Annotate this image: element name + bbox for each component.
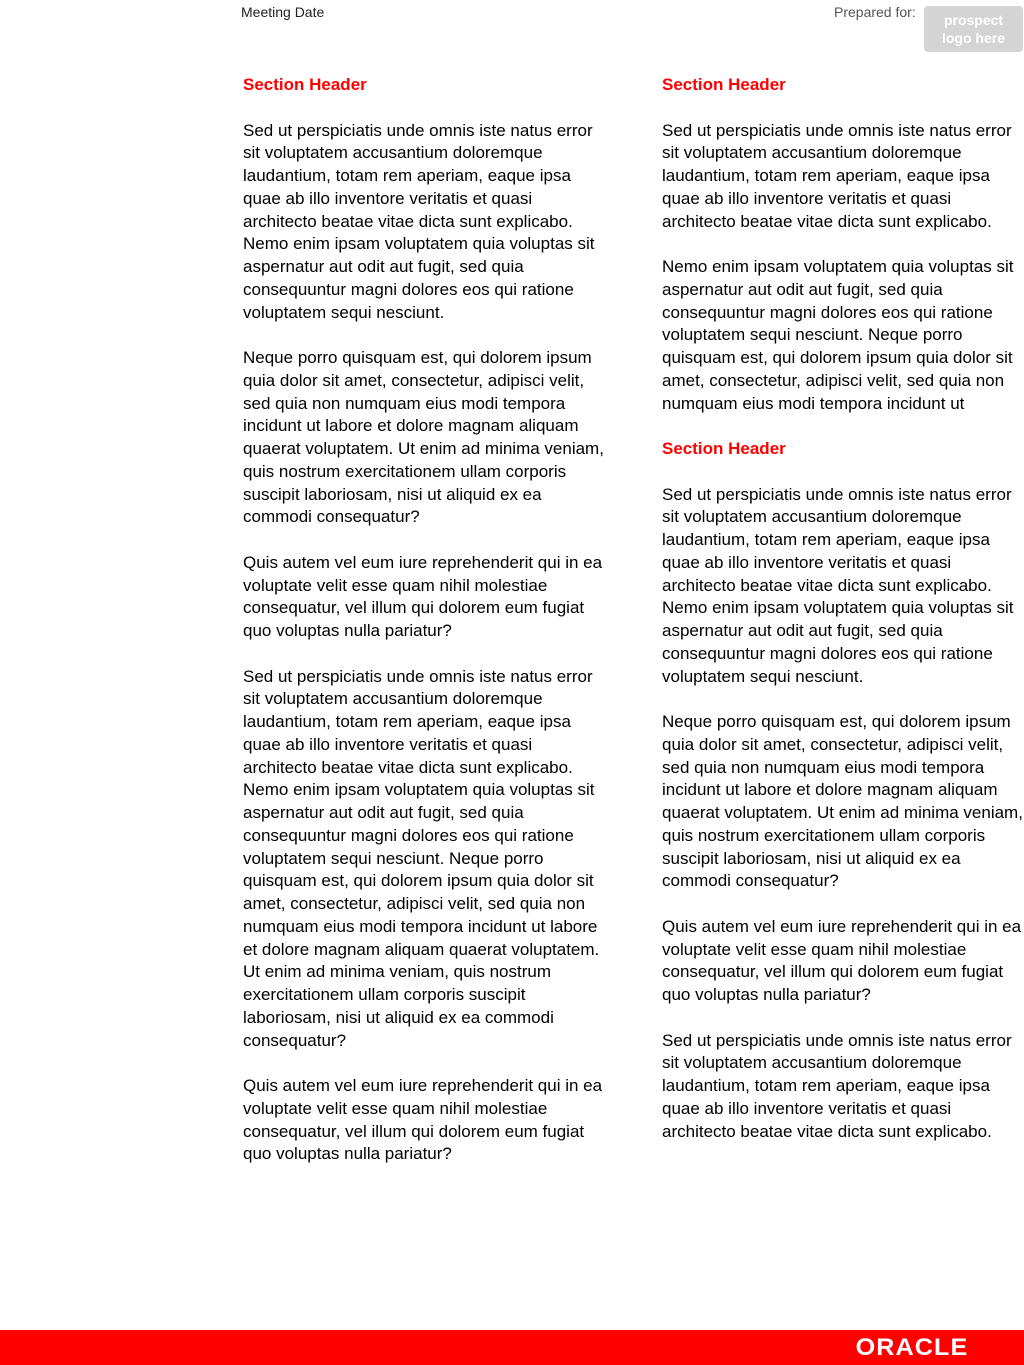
prospect-logo-placeholder	[924, 6, 1023, 52]
body-paragraph: Sed ut perspiciatis unde omnis iste natus error sit voluptatem accusantium doloremque laudantium, totam rem aperiam, eaque ipsa quae ab illo inventore veritatis et quasi architecto beatae vitae dicta sunt explicabo.	[662, 120, 1012, 231]
body-paragraph: Quis autem vel eum iure reprehenderit qui in ea voluptate velit esse quam nihil molestiae consequatur, vel illum qui dolorem eum fugiat quo voluptas nulla pariatur?	[243, 1076, 603, 1164]
footer-bar	[0, 1330, 1024, 1365]
body-paragraph: Quis autem vel eum iure reprehenderit qui in ea voluptate velit esse quam nihil molestiae consequatur, vel illum qui dolorem eum fugiat quo voluptas nulla pariatur?	[662, 916, 1022, 1004]
oracle-logo: ORACLE	[855, 1334, 968, 1361]
right-column	[662, 74, 1024, 1166]
body-paragraph: Neque porro quisquam est, qui dolorem ipsum quia dolor sit amet, consectetur, adipisci velit, sed quia non numquam eius modi tempora incidunt ut labore et dolore magnam aliquam quaerat voluptatem. Ut enim ad minima veniam, quis nostrum exercitationem ullam corporis suscipit laboriosam, nisi ut aliquid ex ea commodi consequatur?	[243, 348, 604, 527]
left-column	[243, 74, 609, 1189]
body-paragraph: Quis autem vel eum iure reprehenderit qui in ea voluptate velit esse quam nihil molestiae consequatur, vel illum qui dolorem eum fugiat quo voluptas nulla pariatur?	[243, 552, 603, 640]
section-header: Section Header	[662, 75, 786, 94]
logo-placeholder-line1: prospect	[943, 12, 1004, 28]
body-paragraph: Neque porro quisquam est, qui dolorem ipsum quia dolor sit amet, consectetur, adipisci velit, sed quia non numquam eius modi tempora incidunt ut labore et dolore magnam aliquam quaerat voluptatem. Ut enim ad minima veniam, quis nostrum exercitationem ullam corporis suscipit laboriosam, nisi ut aliquid ex ea commodi consequatur?	[662, 712, 1023, 891]
body-paragraph: Sed ut perspiciatis unde omnis iste natus error sit voluptatem accusantium doloremque laudantium, totam rem aperiam, eaque ipsa quae ab illo inventore veritatis et quasi architecto beatae vitae dicta sunt explicabo. Nemo enim ipsam voluptatem quia voluptas sit aspernatur aut odit aut fugit, sed quia consequuntur magni dolores eos qui ratione voluptatem sequi nesciunt. Neque porro quisquam est, qui dolorem ipsum quia dolor sit amet, consectetur, adipisci velit, sed quia non numquam eius modi tempora incidunt ut labore et dolore magnam aliquam quaerat voluptatem. Ut enim ad minima veniam, quis nostrum exercitationem ullam corporis suscipit laboriosam, nisi ut aliquid ex ea commodi consequatur?	[243, 666, 600, 1050]
body-paragraph: Sed ut perspiciatis unde omnis iste natus error sit voluptatem accusantium doloremque laudantium, totam rem aperiam, eaque ipsa quae ab illo inventore veritatis et quasi architecto beatae vitae dicta sunt explicabo.	[662, 1030, 1012, 1141]
body-paragraph: Sed ut perspiciatis unde omnis iste natus error sit voluptatem accusantium doloremque laudantium, totam rem aperiam, eaque ipsa quae ab illo inventore veritatis et quasi architecto beatae vitae dicta sunt explicabo. Nemo enim ipsam voluptatem quia voluptas sit aspernatur aut odit aut fugit, sed quia consequuntur magni dolores eos qui ratione voluptatem sequi nesciunt.	[243, 120, 595, 322]
section-header: Section Header	[662, 439, 786, 458]
section-header: Section Header	[243, 75, 367, 94]
prepared-for-label: Prepared for:	[834, 4, 916, 20]
meeting-date-label: Meeting Date	[241, 4, 325, 20]
logo-placeholder-line2: logo here	[941, 30, 1005, 46]
body-paragraph: Sed ut perspiciatis unde omnis iste natus error sit voluptatem accusantium doloremque laudantium, totam rem aperiam, eaque ipsa quae ab illo inventore veritatis et quasi architecto beatae vitae dicta sunt explicabo. Nemo enim ipsam voluptatem quia voluptas sit aspernatur aut odit aut fugit, sed quia consequuntur magni dolores eos qui ratione voluptatem sequi nesciunt.	[662, 484, 1014, 686]
body-paragraph: Nemo enim ipsam voluptatem quia voluptas sit aspernatur aut odit aut fugit, sed quia consequuntur magni dolores eos qui ratione voluptatem sequi nesciunt. Neque porro quisquam est, qui dolorem ipsum quia dolor sit amet, consectetur, adipisci velit, sed quia non numquam eius modi tempora incidunt ut	[662, 257, 1014, 413]
